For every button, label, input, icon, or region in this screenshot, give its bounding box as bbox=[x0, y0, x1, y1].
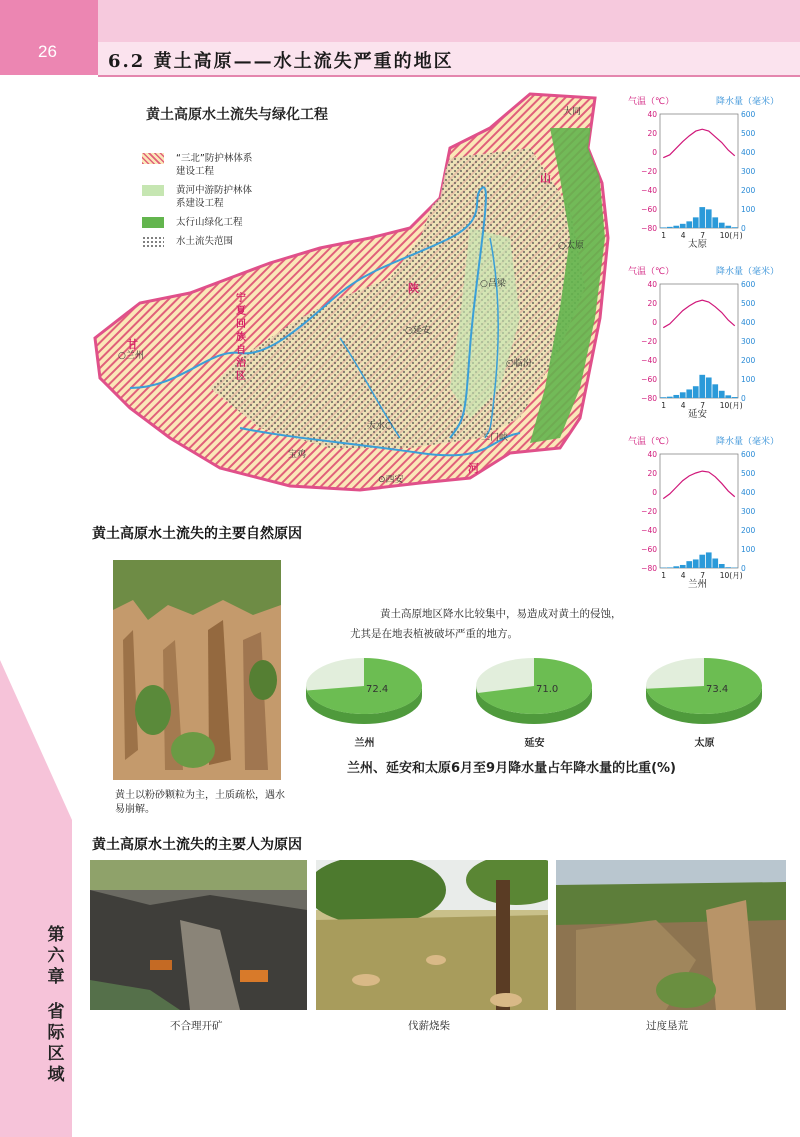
temp-tick-label: 20 bbox=[647, 469, 657, 478]
hatch-swatch bbox=[142, 153, 164, 164]
page-number-box bbox=[0, 0, 98, 75]
section-label: 省际区域 bbox=[47, 1002, 65, 1085]
pie-value: 72.4 bbox=[366, 684, 389, 695]
header-divider bbox=[98, 75, 800, 77]
chart-frame bbox=[660, 454, 738, 568]
temperature-line bbox=[663, 471, 735, 499]
temp-axis-label: 气温（℃） bbox=[628, 97, 675, 107]
month-tick-label: 10(月) bbox=[719, 231, 743, 240]
pie-yanan bbox=[472, 652, 597, 747]
month-tick-label: 4 bbox=[680, 231, 686, 240]
precip-tick-label: 300 bbox=[741, 507, 756, 516]
temp-tick-label: 40 bbox=[647, 110, 657, 119]
precip-bar bbox=[686, 389, 692, 398]
pie-taiyuan bbox=[642, 652, 767, 747]
month-tick-label: 7 bbox=[700, 571, 706, 580]
dots-swatch bbox=[142, 236, 164, 247]
precip-bar bbox=[732, 227, 738, 228]
province-shaanxi-1: 陕 bbox=[408, 282, 419, 295]
loess-plateau-map bbox=[90, 88, 615, 503]
reclamation-caption: 过度垦荒 bbox=[646, 1020, 688, 1032]
temp-tick-label: 0 bbox=[652, 148, 657, 157]
overreclamation-photo bbox=[556, 860, 786, 1010]
precip-tick-label: 500 bbox=[741, 469, 756, 478]
precip-tick-label: 0 bbox=[741, 224, 746, 233]
precip-bar bbox=[667, 397, 673, 398]
precip-bar bbox=[693, 559, 699, 568]
precip-bar bbox=[706, 377, 712, 398]
precip-bar bbox=[706, 552, 712, 568]
precip-bar bbox=[680, 565, 686, 568]
temp-tick-label: −40 bbox=[641, 526, 657, 535]
month-tick-label: 4 bbox=[680, 401, 686, 410]
precip-bar bbox=[712, 384, 718, 398]
human-causes-heading: 黄土高原水土流失的主要人为原因 bbox=[92, 837, 302, 853]
pie-value: 73.4 bbox=[706, 684, 729, 695]
temp-tick-label: −60 bbox=[641, 375, 657, 384]
precip-bar bbox=[732, 397, 738, 398]
precip-tick-label: 300 bbox=[741, 337, 756, 346]
precip-bar bbox=[680, 224, 686, 228]
precip-tick-label: 400 bbox=[741, 318, 756, 327]
precip-bar bbox=[719, 223, 725, 228]
month-tick-label: 1 bbox=[661, 401, 667, 410]
temp-tick-label: −40 bbox=[641, 356, 657, 365]
legend-item: 水土流失范围 bbox=[142, 235, 286, 248]
temp-tick-label: −20 bbox=[641, 337, 657, 346]
precip-bar bbox=[667, 227, 673, 228]
city-baoji: 宝鸡 bbox=[288, 450, 307, 460]
climate-chart-svg bbox=[620, 90, 770, 240]
precip-bar bbox=[693, 217, 699, 228]
firewood-caption: 伐薪烧柴 bbox=[408, 1020, 450, 1032]
month-tick-label: 1 bbox=[661, 231, 667, 240]
precip-bar bbox=[686, 221, 692, 228]
precip-bar bbox=[699, 207, 705, 228]
precip-bar bbox=[693, 386, 699, 398]
city-lvliang: ○吕梁 bbox=[480, 279, 506, 289]
precip-axis-label: 降水量（毫米） bbox=[716, 267, 780, 277]
precip-bar bbox=[725, 226, 731, 228]
precip-tick-label: 200 bbox=[741, 186, 756, 195]
temp-tick-label: 20 bbox=[647, 129, 657, 138]
city-linfen: ○临汾 bbox=[506, 359, 532, 369]
precip-bar bbox=[719, 391, 725, 398]
precip-axis-label: 降水量（毫米） bbox=[716, 437, 780, 447]
precip-bar bbox=[725, 567, 731, 568]
precip-bar bbox=[699, 555, 705, 568]
province-shanxi-1: 山 bbox=[540, 172, 551, 185]
side-tab-slope bbox=[0, 660, 72, 820]
precip-tick-label: 0 bbox=[741, 564, 746, 573]
mining-photo bbox=[90, 860, 307, 1010]
precip-bar bbox=[680, 392, 686, 398]
precip-tick-label: 100 bbox=[741, 205, 756, 214]
precip-tick-label: 100 bbox=[741, 545, 756, 554]
month-tick-label: 4 bbox=[680, 571, 686, 580]
precip-bar bbox=[660, 397, 666, 398]
legend-item: 黄河中游防护林体系建设工程 bbox=[142, 184, 286, 210]
precip-bar bbox=[712, 217, 718, 228]
loess-cliff-photo bbox=[113, 560, 281, 780]
temp-tick-label: −60 bbox=[641, 205, 657, 214]
note-line-1: 黄土高原地区降水比较集中，易造成对黄土的侵蚀， bbox=[380, 608, 622, 620]
city-yanan: ○延安 bbox=[405, 326, 431, 336]
temperature-line bbox=[663, 300, 735, 328]
rainfall-note bbox=[350, 604, 622, 644]
temp-tick-label: −80 bbox=[641, 394, 657, 403]
loess-photo-caption: 黄土以粉砂颗粒为主，土质疏松，遇水易崩解。 bbox=[115, 790, 285, 815]
climate-city-label: 兰州 bbox=[688, 579, 708, 590]
month-tick-label: 10(月) bbox=[719, 571, 743, 580]
precip-tick-label: 600 bbox=[741, 280, 756, 289]
climate-chart-svg bbox=[620, 260, 770, 410]
temp-tick-label: −80 bbox=[641, 224, 657, 233]
note-line-2: 尤其是在地表植被破坏严重的地方。 bbox=[350, 628, 518, 640]
temp-tick-label: 40 bbox=[647, 450, 657, 459]
climate-city-label: 延安 bbox=[688, 409, 708, 420]
precip-tick-label: 200 bbox=[741, 356, 756, 365]
climate-chart-1 bbox=[620, 260, 780, 430]
temp-tick-label: −80 bbox=[641, 564, 657, 573]
pie-taiyuan-svg bbox=[642, 652, 767, 732]
month-tick-label: 1 bbox=[661, 571, 667, 580]
page-number: 26 bbox=[38, 42, 57, 61]
pie-lanzhou-svg bbox=[302, 652, 427, 732]
province-ningxia: 宁夏回族自治区 bbox=[236, 293, 246, 382]
month-tick-label: 7 bbox=[700, 401, 706, 410]
natural-causes-heading: 黄土高原水土流失的主要自然原因 bbox=[92, 526, 302, 542]
pie-label: 兰州 bbox=[354, 738, 375, 749]
light-green-swatch bbox=[142, 185, 164, 196]
precip-axis-label: 降水量（毫米） bbox=[716, 97, 780, 107]
temp-tick-label: 20 bbox=[647, 299, 657, 308]
city-datong: 大同 bbox=[563, 107, 582, 117]
city-lanzhou: ○兰州 bbox=[118, 351, 144, 361]
pie-label: 延安 bbox=[524, 738, 545, 749]
precip-tick-label: 100 bbox=[741, 375, 756, 384]
pie-lanzhou bbox=[302, 652, 427, 747]
province-gansu-1: 甘 bbox=[127, 338, 138, 351]
temp-tick-label: −20 bbox=[641, 167, 657, 176]
pie-yanan-svg bbox=[472, 652, 597, 732]
precip-bar bbox=[667, 567, 673, 568]
pie-label: 太原 bbox=[694, 738, 715, 749]
chart-frame bbox=[660, 114, 738, 228]
province-henan-1: 河 bbox=[468, 462, 479, 475]
precip-tick-label: 400 bbox=[741, 148, 756, 157]
city-tianshui: 天水○ bbox=[367, 421, 393, 431]
climate-city-label: 太原 bbox=[688, 239, 708, 250]
legend-item: 太行山绿化工程 bbox=[142, 216, 286, 229]
temp-axis-label: 气温（℃） bbox=[628, 267, 675, 277]
temp-tick-label: 40 bbox=[647, 280, 657, 289]
temp-axis-label: 气温（℃） bbox=[628, 437, 675, 447]
precip-bar bbox=[725, 395, 731, 398]
side-tab-text bbox=[44, 925, 68, 1086]
temp-tick-label: 0 bbox=[652, 488, 657, 497]
temp-tick-label: −60 bbox=[641, 545, 657, 554]
city-sanmenxia: 三门峡 bbox=[481, 433, 509, 443]
section-title: 6.2 黄土高原——水土流失严重的地区 bbox=[108, 51, 454, 72]
precip-bar bbox=[712, 559, 718, 569]
precip-tick-label: 600 bbox=[741, 450, 756, 459]
green-swatch bbox=[142, 217, 164, 228]
climate-chart-2 bbox=[620, 430, 780, 600]
precip-bar bbox=[706, 209, 712, 228]
climate-chart-0 bbox=[620, 90, 780, 260]
pie-value: 71.0 bbox=[536, 684, 559, 695]
precip-tick-label: 500 bbox=[741, 299, 756, 308]
precip-bar bbox=[660, 227, 666, 228]
temp-tick-label: 0 bbox=[652, 318, 657, 327]
map-legend bbox=[142, 152, 286, 254]
chapter-label: 第六章 bbox=[47, 925, 65, 987]
city-xian: ⊙西安 bbox=[378, 475, 404, 485]
mining-caption: 不合理开矿 bbox=[170, 1020, 223, 1032]
precip-tick-label: 300 bbox=[741, 167, 756, 176]
precip-bar bbox=[699, 375, 705, 398]
map-title: 黄土高原水土流失与绿化工程 bbox=[146, 107, 328, 123]
month-tick-label: 7 bbox=[700, 231, 706, 240]
pie-chart-caption: 兰州、延安和太原6月至9月降水量占年降水量的比重(%) bbox=[347, 761, 676, 776]
month-tick-label: 10(月) bbox=[719, 401, 743, 410]
precip-bar bbox=[673, 226, 679, 228]
climate-chart-svg bbox=[620, 430, 770, 580]
temperature-line bbox=[663, 129, 735, 158]
precip-tick-label: 500 bbox=[741, 129, 756, 138]
temp-tick-label: −20 bbox=[641, 507, 657, 516]
precip-tick-label: 400 bbox=[741, 488, 756, 497]
legend-item: “三北”防护林体系建设工程 bbox=[142, 152, 286, 178]
precip-bar bbox=[686, 561, 692, 568]
precip-tick-label: 600 bbox=[741, 110, 756, 119]
temp-tick-label: −40 bbox=[641, 186, 657, 195]
precip-bar bbox=[719, 564, 725, 568]
firewood-photo bbox=[316, 860, 548, 1010]
precip-bar bbox=[673, 395, 679, 398]
precip-bar bbox=[673, 566, 679, 568]
precip-tick-label: 0 bbox=[741, 394, 746, 403]
city-taiyuan: ○太原 bbox=[558, 241, 584, 251]
precip-tick-label: 200 bbox=[741, 526, 756, 535]
